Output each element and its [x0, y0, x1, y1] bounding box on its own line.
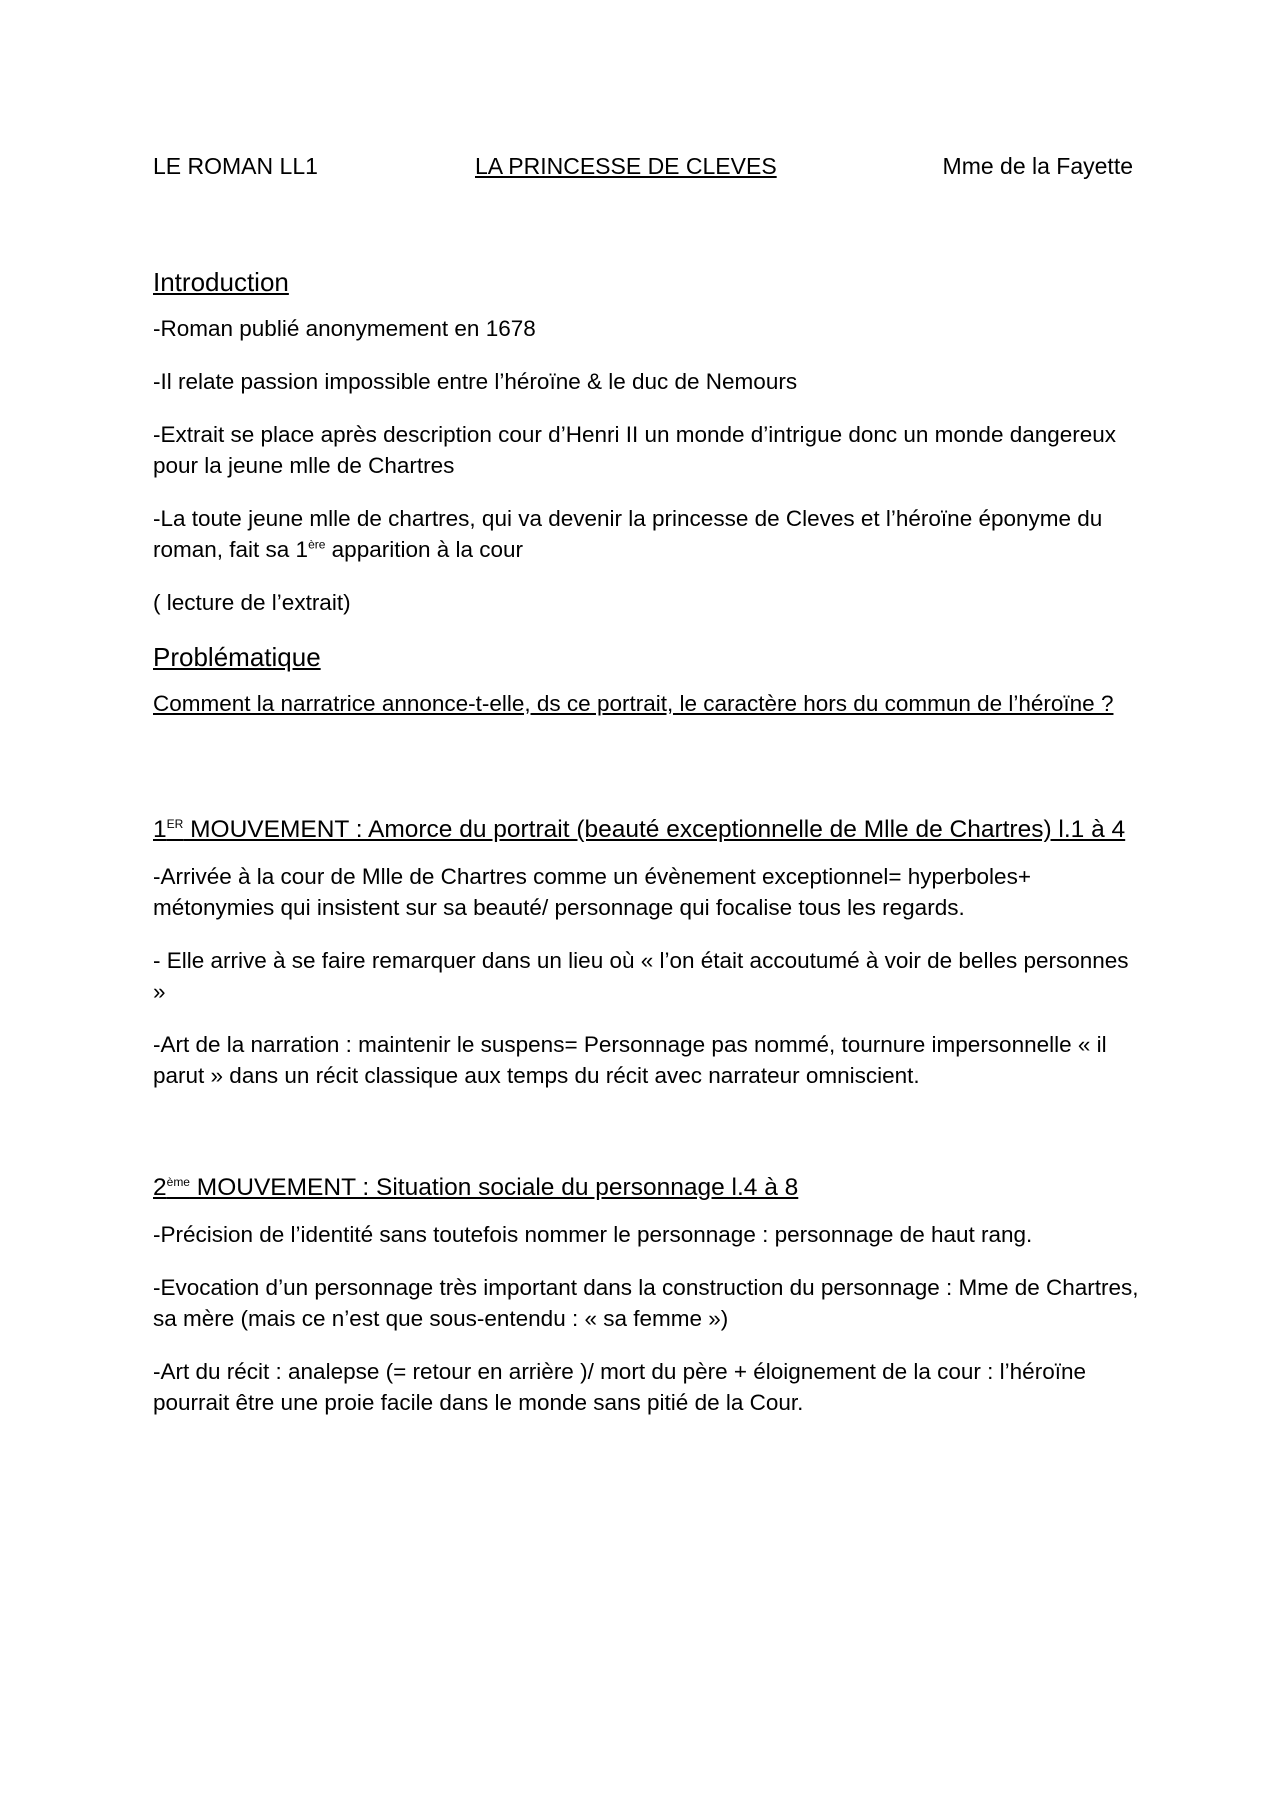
mouvement-1-title-text: MOUVEMENT : Amorce du portrait (beauté exceptionnelle de Mlle de Chartres) l.1 à 4 [183, 816, 1126, 843]
intro-paragraph-4 [153, 503, 1143, 565]
mouvement-1-paragraph-2: - Elle arrive à se faire remarquer dans un lieu où « l’on était accoutumé à voir de belles personnes » [153, 948, 1129, 1004]
intro-paragraph-3: -Extrait se place après description cour d’Henri II un monde d’intrigue donc un monde dangereux pour la jeune mlle de Chartres [153, 422, 1117, 478]
intro-title: Introduction [153, 267, 289, 297]
document-body [153, 265, 1143, 1440]
header-author: Mme de la Fayette [942, 153, 1133, 179]
problematique-title: Problématique [153, 642, 321, 672]
mouvement-2-num: 2 [153, 1174, 167, 1201]
intro-paragraph-1: -Roman publié anonymement en 1678 [153, 316, 536, 341]
mouvement-2-paragraph-3: -Art du récit : analepse (= retour en arrière )/ mort du père + éloignement de la cour : l’héroïne pourrait être une proie facile dans le monde sans pitié de la Cour. [153, 1359, 1086, 1415]
mouvement-2-paragraph-2: -Evocation d’un personnage très important dans la construction du personnage : Mme de Chartres, sa mère (mais ce n’est que sous-entendu : « sa femme ») [153, 1275, 1139, 1331]
intro-p4-sup: ère [308, 537, 326, 552]
intro-p4-text-end: apparition à la cour [325, 537, 524, 562]
header-title: LA PRINCESSE DE CLEVES [475, 153, 777, 179]
problematique-text: Comment la narratrice annonce-t-elle, ds ce portrait, le caractère hors du commun de l’héroïne ? [153, 691, 1114, 716]
mouvement-1-title [153, 813, 1143, 847]
intro-p4-text: -La toute jeune mlle de chartres, qui va devenir la princesse de Cleves et l’héroïne éponyme du roman, fait sa 1 [153, 506, 1103, 562]
mouvement-2-title-text: MOUVEMENT : Situation sociale du personnage l.4 à 8 [189, 1174, 799, 1201]
page-header [153, 153, 1133, 183]
mouvement-1-sup: ER [166, 816, 184, 831]
mouvement-2-title [153, 1171, 1143, 1205]
intro-paragraph-5: ( lecture de l’extrait) [153, 590, 351, 615]
mouvement-1-num: 1 [153, 816, 167, 843]
mouvement-1-paragraph-1: -Arrivée à la cour de Mlle de Chartres comme un évènement exceptionnel= hyperboles+ métonymies qui insistent sur sa beauté/ personnage qui focalise tous les regards. [153, 864, 1031, 920]
mouvement-2-sup: ème [166, 1174, 190, 1189]
mouvement-2-paragraph-1: -Précision de l’identité sans toutefois nommer le personnage : personnage de haut rang. [153, 1222, 1033, 1247]
mouvement-1-paragraph-3: -Art de la narration : maintenir le suspens= Personnage pas nommé, tournure impersonnelle « il parut » dans un récit classique aux temps du récit avec narrateur omniscient. [153, 1032, 1107, 1088]
intro-paragraph-2: -Il relate passion impossible entre l’héroïne & le duc de Nemours [153, 369, 798, 394]
header-left: LE ROMAN LL1 [153, 153, 318, 179]
